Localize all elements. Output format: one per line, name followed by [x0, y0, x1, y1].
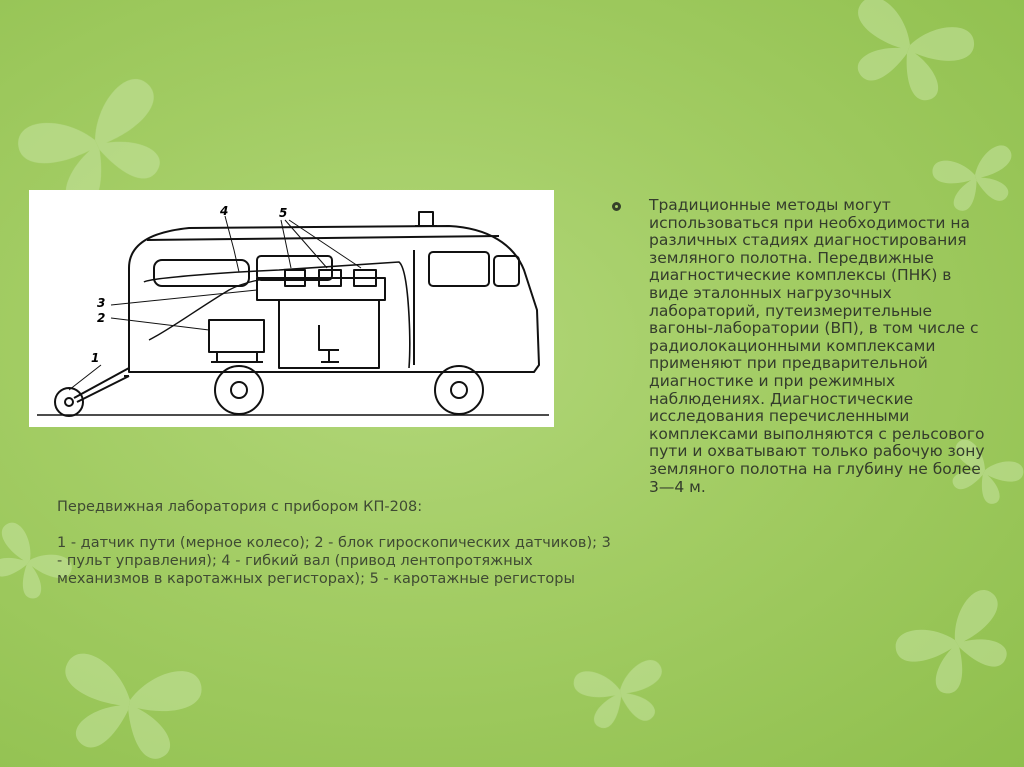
bullet-icon [612, 202, 621, 211]
bullet-text: Традиционные методы могут использоваться при необходимости на различных стадиях диагностирования земляного полотна. Передвижные диагностические комплексы (ПНК) в виде эталонных нагрузочных лабораторий, путеизмерительные вагоны-лаборатории (ВП), в том числе с радиолокационными комплексами применяют при предварительной диагностике и при режимных наблюдениях. Диагностические исследования перечисленными комплексами выполняются с рельсового пути и охватывают только рабочую зону земляного полотна на глубину не более 3—4 м. [649, 196, 985, 496]
figure-caption [57, 498, 617, 588]
figure-panel [29, 190, 554, 427]
callout-2: 2 [97, 311, 106, 325]
caption-legend: 1 - датчик пути (мерное колесо); 2 - блок гироскопических датчиков); 3 - пульт управления); 4 - гибкий вал (привод лентопротяжных механизмов в каротажных регисторах); 5 - каротажные регисторы [57, 535, 611, 587]
bullet-item [612, 197, 992, 496]
callout-1: 1 [91, 351, 100, 365]
body-text-block [612, 197, 992, 496]
callout-4: 4 [220, 204, 229, 218]
callout-5: 5 [279, 206, 288, 220]
callout-3: 3 [97, 296, 106, 310]
mobile-lab-van-drawing [29, 190, 554, 427]
caption-title: Передвижная лаборатория с прибором КП-208: [57, 499, 423, 515]
